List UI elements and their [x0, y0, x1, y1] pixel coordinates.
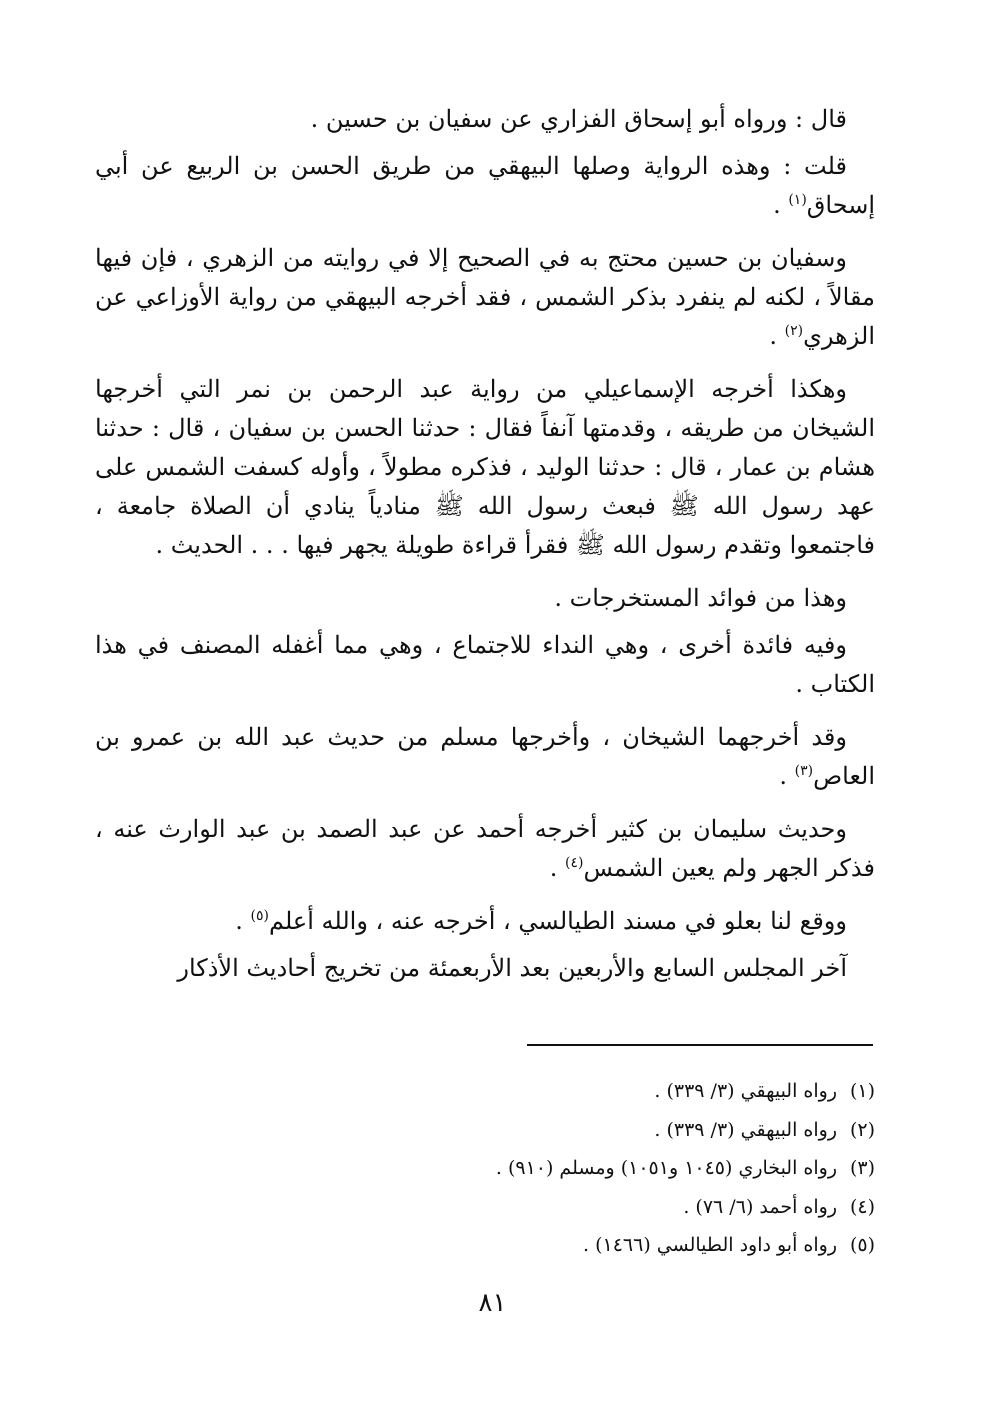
paragraph-4: وهكذا أخرجه الإسماعيلي من رواية عبد الرحمن بن نمر التي أخرجها الشيخان من طريقه ، وقدمتها آنفاً فقال : حدثنا الحسن بن سفيان ، قال : حدثنا هشام بن عمار ، قال : حدثنا الوليد ، فذكره مطولاً ، وأوله كسفت الشمس على عهد رسول الله ﷺ فبعث رسول الله ﷺ منادياً ينادي أن الصلاة جامعة ، فاجتمعوا وتقدم رسول الله ﷺ فقرأ قراءة طويلة يجهر فيها . . . الحديث . [95, 375, 875, 559]
paragraph-10: آخر المجلس السابع والأربعين بعد الأربعمئة من تخريج أحاديث الأذكار [177, 954, 847, 982]
paragraph-9: ووقع لنا بعلو في مسند الطيالسي ، أخرجه عنه ، والله أعلم$^{(٥)}$ . [235, 907, 847, 935]
footnote-text: رواه البيهقي (٣/ ٣٣٩) . [654, 1080, 837, 1102]
footnote-number: (٣) [849, 1157, 875, 1179]
footnote-text: رواه أحمد (٦/ ٧٦) . [683, 1195, 837, 1218]
footnote-2 [380, 1111, 875, 1150]
footnote-ref-5: (٥) [250, 908, 269, 924]
paragraph-7: وقد أخرجهما الشيخان ، وأخرجها مسلم من حديث عبد الله بن عمرو بن العاص$^{(٣)}$ . [95, 723, 875, 790]
paragraph-5: وهذا من فوائد المستخرجات . [554, 584, 847, 612]
footnote-number: (٢) [849, 1118, 875, 1141]
footnote-3 [380, 1149, 875, 1188]
footnote-text: رواه أبو داود الطيالسي (١٤٦٦) . [583, 1234, 837, 1256]
footnote-1 [380, 1072, 875, 1111]
footnote-number: (٤) [849, 1195, 875, 1218]
paragraph-2: قلت : وهذه الرواية وصلها البيهقي من طريق الحسن بن الربيع عن أبي إسحاق$^{(١)}$ . [95, 152, 875, 219]
paragraph-3: وسفيان بن حسين محتج به في الصحيح إلا في روايته من الزهري ، فإن فيها مقالاً ، لكنه لم ينفرد بذكر الشمس ، فقد أخرجه البيهقي من رواية الأوزاعي عن الزهري$^{(٢)}$ . [95, 244, 875, 350]
footnote-text: رواه البيهقي (٣/ ٣٣٩) . [654, 1118, 837, 1141]
main-text [95, 100, 875, 1002]
footnote-number: (٥) [849, 1234, 875, 1256]
paragraph-8: وحديث سليمان بن كثير أخرجه أحمد عن عبد الصمد بن عبد الوارث عنه ، فذكر الجهر ولم يعين الشمس$^{(٤)}$ . [95, 815, 875, 882]
footnote-4 [380, 1188, 875, 1227]
footnote-ref-3: (٣) [794, 763, 814, 779]
footnote-text: رواه البخاري (١٠٤٥ و١٠٥١) ومسلم (٩١٠) . [495, 1157, 837, 1179]
footnote-ref-2: (٢) [784, 323, 804, 339]
paragraph-6: وفيه فائدة أخرى ، وهي النداء للاجتماع ، وهي مما أغفله المصنف في هذا الكتاب . [95, 631, 875, 698]
footnote-number: (١) [849, 1080, 875, 1102]
footnote-ref-1: (١) [788, 192, 807, 208]
page-number: ٨١ [478, 1288, 507, 1318]
paragraph-1: قال : ورواه أبو إسحاق الفزاري عن سفيان بن حسين . [310, 105, 847, 133]
footnote-ref-4: (٤) [564, 855, 584, 871]
footnotes [380, 1072, 875, 1265]
footnote-5 [380, 1226, 875, 1265]
footnote-divider [527, 1044, 873, 1046]
